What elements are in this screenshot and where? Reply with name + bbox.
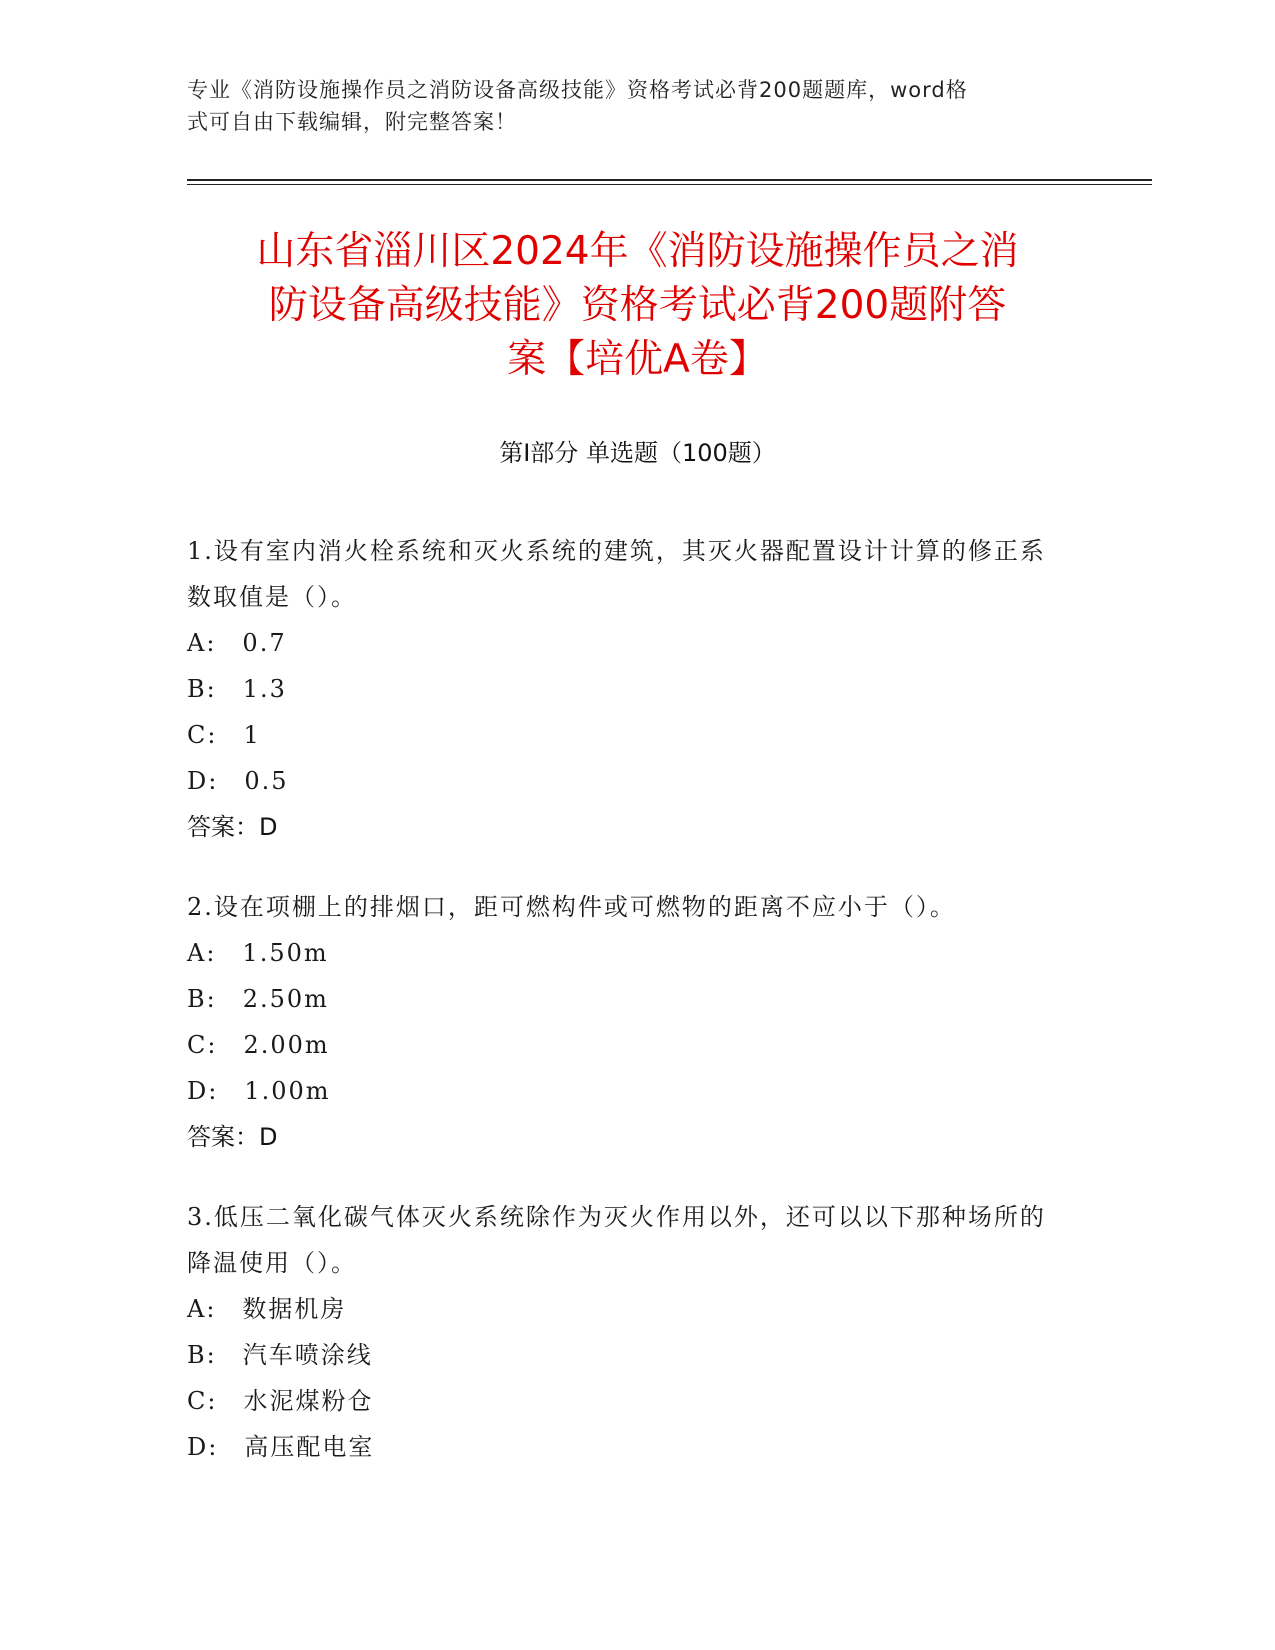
option-d [187,1068,1067,1114]
question-item [187,528,1067,850]
option-b [187,666,1067,712]
option-a [187,930,1067,976]
question-stem: 2.设在项棚上的排烟口，距可燃构件或可燃物的距离不应小于（）。 [187,893,956,921]
option-letter: A: [187,1295,217,1323]
option-text: 1 [243,721,261,749]
option-letter: C: [187,1387,218,1415]
question-stem: 1.设有室内消火栓系统和灭火系统的建筑，其灭火器配置设计计算的修正系数取值是（）。 [187,537,1046,611]
section-title: 第Ⅰ部分 单选题（100题） [499,439,776,467]
option-d [187,1424,1067,1470]
option-letter: B: [187,675,217,703]
header-divider [187,179,1152,181]
answer-label: 答案：D [187,1123,278,1151]
option-letter: D: [187,1433,219,1461]
option-letter: A: [187,939,217,967]
header-divider-thin [187,184,1152,185]
option-letter: B: [187,985,217,1013]
option-letter: D: [187,767,219,795]
option-d [187,758,1067,804]
option-text: 高压配电室 [244,1433,375,1461]
option-text: 汽车喷涂线 [242,1341,373,1369]
option-letter: C: [187,721,218,749]
option-text: 0.5 [244,767,289,795]
option-text: 2.50m [242,985,329,1013]
option-b [187,1332,1067,1378]
option-letter: B: [187,1341,217,1369]
question-stem: 3.低压二氧化碳气体灭火系统除作为灭火作用以外，还可以以下那种场所的降温使用（）。 [187,1203,1046,1277]
option-a [187,1286,1067,1332]
option-text: 数据机房 [242,1295,347,1323]
header-note-line-1: 专业《消防设施操作员之消防设备高级技能》资格考试必背200题题库，word格 [187,78,968,102]
header-note [187,74,1067,138]
option-text: 1.3 [242,675,287,703]
question-list [187,528,1067,1504]
document-title [150,225,1125,387]
option-letter: C: [187,1031,218,1059]
option-a [187,620,1067,666]
question-item [187,884,1067,1160]
option-text: 1.00m [244,1077,331,1105]
option-c [187,1378,1067,1424]
option-text: 0.7 [242,629,287,657]
document-title-line-3: 案【培优A卷】 [507,337,768,382]
document-title-line-2: 防设备高级技能》资格考试必背200题附答 [268,283,1007,328]
question-item [187,1194,1067,1470]
option-text: 水泥煤粉仓 [243,1387,374,1415]
option-letter: A: [187,629,217,657]
option-text: 2.00m [243,1031,330,1059]
answer-label: 答案：D [187,813,278,841]
option-letter: D: [187,1077,219,1105]
option-text: 1.50m [242,939,329,967]
option-b [187,976,1067,1022]
option-c [187,1022,1067,1068]
document-title-line-1: 山东省淄川区2024年《消防设施操作员之消 [256,229,1019,274]
option-c [187,712,1067,758]
header-note-line-2: 式可自由下载编辑，附完整答案！ [187,110,517,134]
